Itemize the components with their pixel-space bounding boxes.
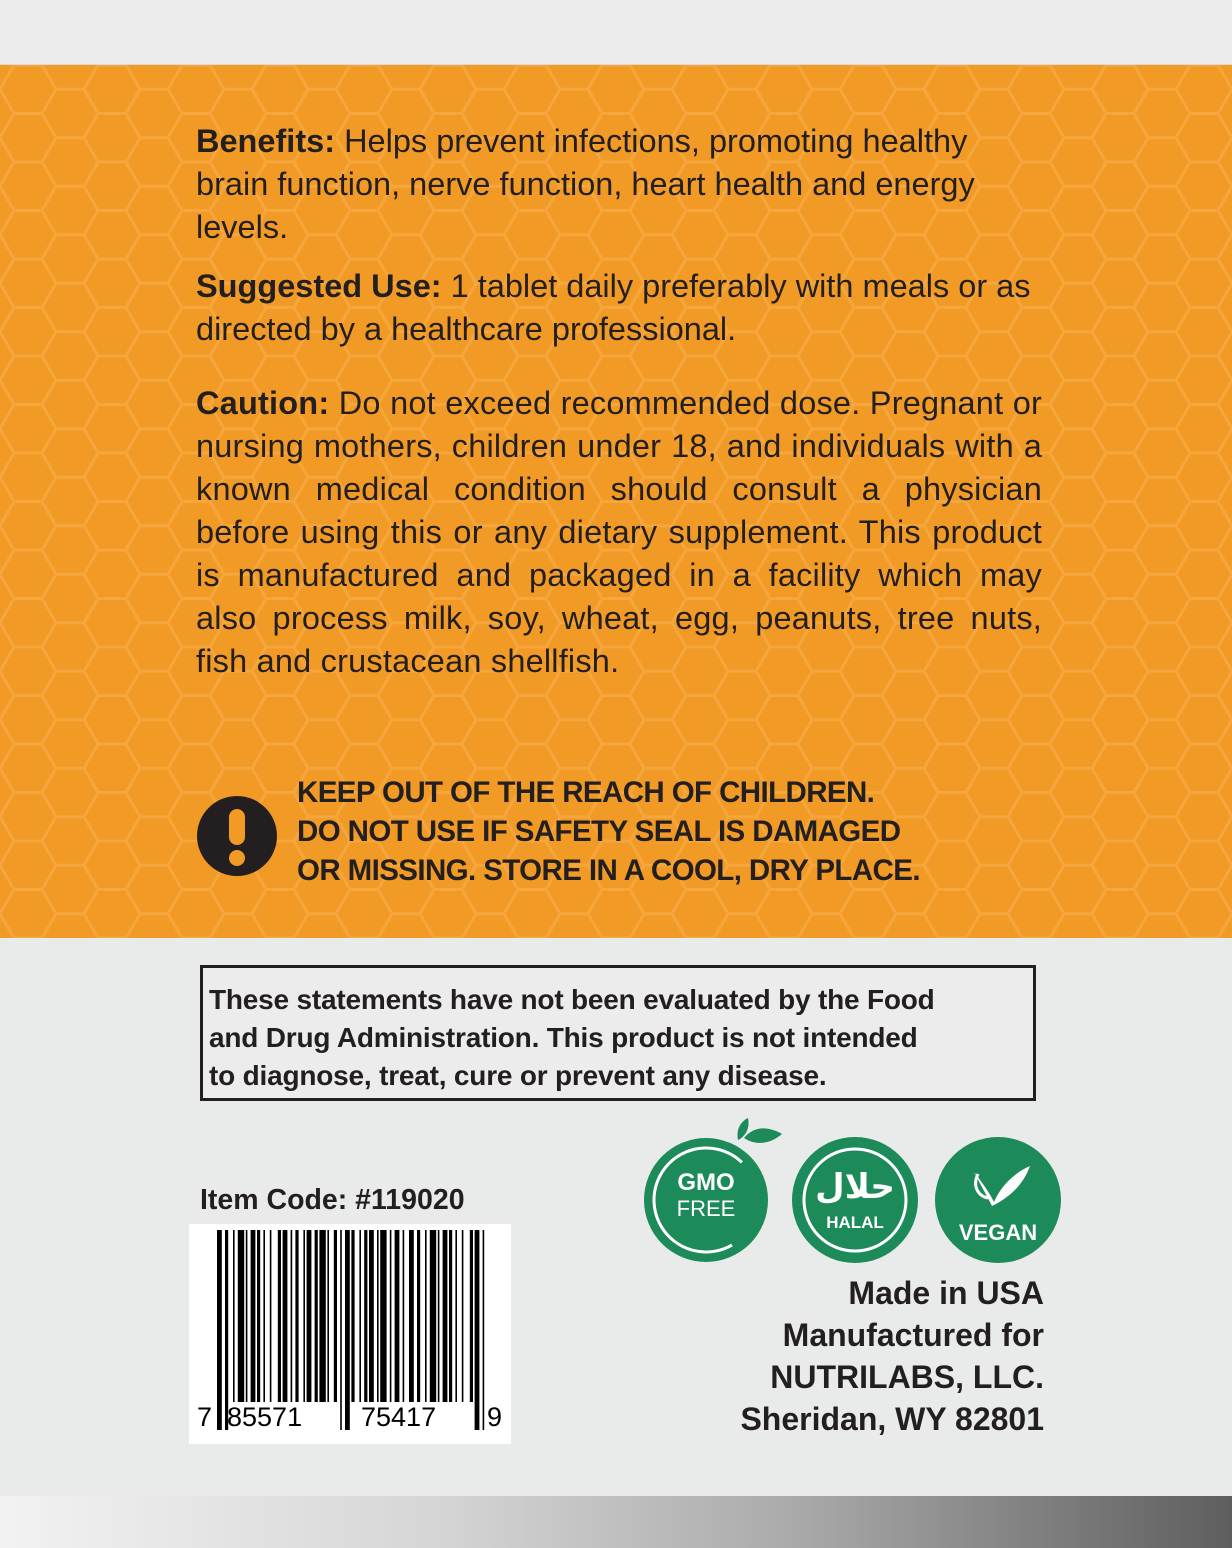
suggested-use-text: 1 tablet daily preferably with meals or as directed by a healthcare professional. (196, 268, 1031, 347)
barcode-bar (340, 1230, 342, 1430)
gmo-badge-top: GMO (677, 1169, 735, 1196)
benefits-paragraph (196, 120, 1042, 249)
barcode-bar (319, 1230, 325, 1402)
barcode-bar (351, 1230, 354, 1402)
warning-line: KEEP OUT OF THE REACH OF CHILDREN. (297, 776, 875, 809)
barcode-bar (380, 1230, 386, 1402)
barcode-bar (270, 1230, 272, 1402)
manufacturer-line: Made in USA (848, 1275, 1044, 1311)
barcode-bar (263, 1230, 265, 1402)
barcode-bar (257, 1230, 260, 1402)
benefits-text: Helps prevent infections, promoting healthy brain function, nerve function, heart health and energy levels. (196, 123, 975, 245)
certification-badges (636, 1118, 1066, 1268)
barcode-bar (425, 1230, 427, 1402)
barcode-bar (409, 1230, 414, 1402)
item-code: Item Code: #119020 (200, 1184, 465, 1216)
barcode-bar (369, 1230, 374, 1402)
barcode-bar (430, 1230, 436, 1402)
barcode-bar (291, 1230, 293, 1402)
top-strip (0, 0, 1232, 64)
barcode-digit-left: 7 (197, 1402, 213, 1432)
barcode-bar (315, 1230, 318, 1402)
storage-warning (297, 773, 1017, 890)
barcode-bar (217, 1230, 222, 1430)
fda-disclaimer-box (200, 965, 1036, 1101)
label-info-panel (0, 64, 1232, 938)
manufacturer-info (740, 1272, 1044, 1440)
barcode-bar (377, 1230, 379, 1402)
barcode-bar (303, 1230, 305, 1402)
warning-line: OR MISSING. STORE IN A COOL, DRY PLACE. (297, 854, 920, 887)
barcode-bar (364, 1230, 367, 1402)
barcode-bar (359, 1230, 361, 1402)
barcode-bar (307, 1230, 312, 1402)
barcode-bar (455, 1230, 457, 1402)
barcode-bar (283, 1230, 288, 1402)
barcode-bar (470, 1230, 473, 1402)
manufacturer-line: Manufactured for (782, 1317, 1044, 1353)
suggested-use-paragraph (196, 265, 1042, 351)
barcode-bar (334, 1230, 337, 1402)
barcode-bar (238, 1230, 244, 1402)
gmo-free-badge (636, 1118, 786, 1268)
barcode-digit-right: 9 (487, 1402, 503, 1432)
manufacturer-line: Sheridan, WY 82801 (740, 1401, 1044, 1437)
barcode-digits-group2: 75417 (361, 1402, 437, 1432)
suggested-use-label: Suggested Use: (196, 268, 442, 304)
barcode-bar (395, 1230, 400, 1402)
warning-line: DO NOT USE IF SAFETY SEAL IS DAMAGED (297, 815, 901, 848)
caution-paragraph (196, 382, 1042, 683)
vegan-label: VEGAN (958, 1220, 1038, 1245)
halal-arabic-text: حلال (815, 1167, 895, 1207)
fda-disclaimer-line: to diagnose, treat, cure or prevent any disease. (209, 1060, 827, 1091)
vegan-badge (934, 1136, 1064, 1266)
manufacturer-line: NUTRILABS, LLC. (770, 1359, 1044, 1395)
barcode-digits-group1: 85571 (227, 1402, 303, 1432)
fda-disclaimer-line: and Drug Administration. This product is not intended (209, 1022, 918, 1053)
halal-badge (791, 1136, 921, 1266)
barcode-bar (345, 1230, 350, 1430)
bottom-gradient-strip (0, 1496, 1232, 1548)
benefits-label: Benefits: (196, 123, 336, 159)
barcode-bar (233, 1230, 235, 1402)
barcode-bar (443, 1230, 448, 1402)
barcode-bar (417, 1230, 420, 1402)
barcode-bar (449, 1230, 452, 1402)
exclamation-icon (196, 795, 278, 877)
barcode-bar (462, 1230, 464, 1402)
caution-text: Do not exceed recommended dose. Pregnant or nursing mothers, children under 18, and individuals with a known medical condition should consult a physician before using this or any dietary supplement. This product is manufactured and packaged in a facility which may also process milk, soy, wheat, egg, peanuts, tree nuts, fish and crustacean shellfish. (196, 385, 1042, 679)
barcode-bar (483, 1230, 485, 1430)
barcode-bar (475, 1230, 480, 1430)
barcode-bar (403, 1230, 405, 1402)
barcode-bar (246, 1230, 248, 1402)
barcode-bar (251, 1230, 256, 1402)
caution-label: Caution: (196, 385, 330, 421)
barcode-bar (438, 1230, 440, 1402)
barcode-bar (390, 1230, 392, 1402)
barcode (189, 1224, 511, 1444)
fda-disclaimer-line: These statements have not been evaluated by the Food (209, 984, 935, 1015)
barcode-bar (295, 1230, 298, 1402)
barcode-bar (278, 1230, 281, 1402)
barcode-bar (327, 1230, 329, 1402)
barcode-bar (225, 1230, 228, 1430)
gmo-badge-bottom: FREE (676, 1196, 736, 1221)
halal-label: HALAL (826, 1213, 884, 1232)
